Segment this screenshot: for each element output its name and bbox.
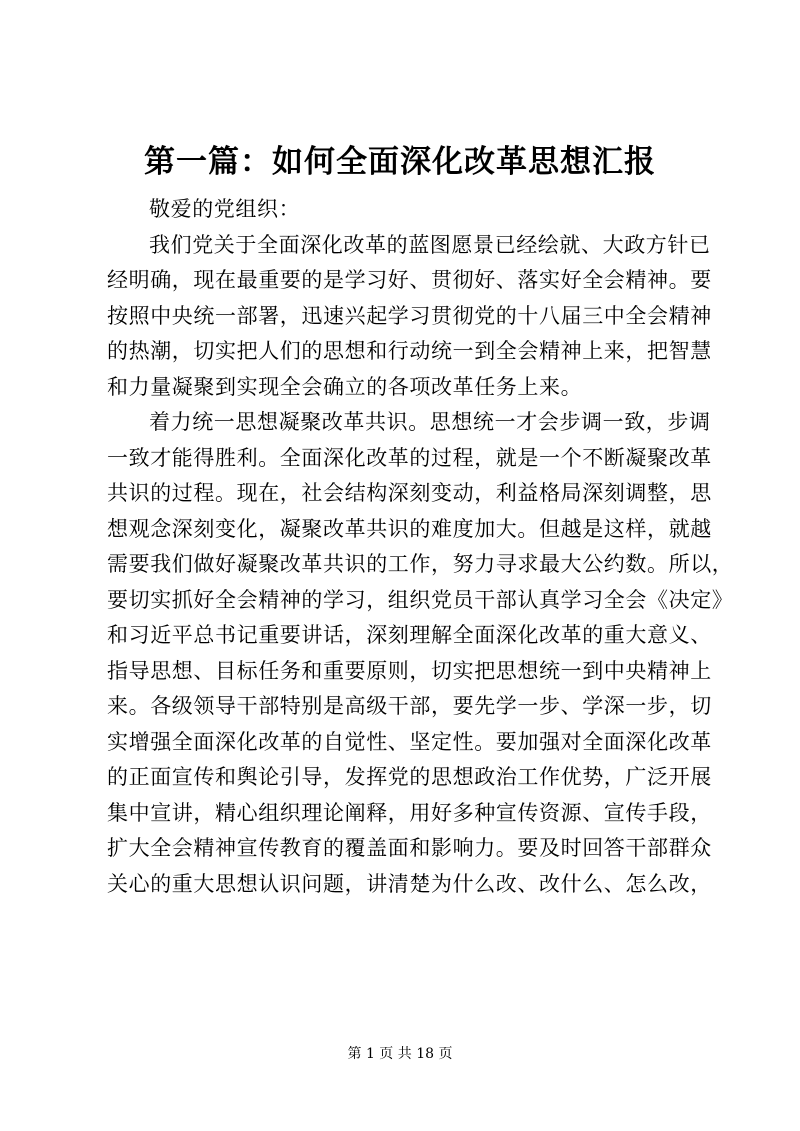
paragraph-line: 和力量凝聚到实现全会确立的各项改革任务上来。 <box>107 374 583 399</box>
paragraph-line: 我们党关于全面深化改革的蓝图愿景已经绘就、大政方针已 <box>149 232 711 257</box>
paragraph-line: 指导思想、目标任务和重要原则，切实把思想统一到中央精神上 <box>107 658 712 683</box>
paragraph-line: 按照中央统一部署，迅速兴起学习贯彻党的十八届三中全会精神 <box>107 303 712 328</box>
paragraph-line: 经明确，现在最重要的是学习好、贯彻好、落实好全会精神。要 <box>107 268 712 292</box>
paragraph-line: 来。各级领导干部特别是高级干部，要先学一步、学深一步，切 <box>107 694 712 718</box>
paragraph-line: 要切实抓好全会精神的学习，组织党员干部认真学习全会《决定》 <box>107 587 734 612</box>
paragraph-line: 一致才能得胜利。全面深化改革的过程，就是一个不断凝聚改革 <box>107 445 712 470</box>
paragraph-line: 和习近平总书记重要讲话，深刻理解全面深化改革的重大意义、 <box>107 623 712 647</box>
paragraph-line: 着力统一思想凝聚改革共识。思想统一才会步调一致，步调 <box>149 410 711 434</box>
salutation-line: 敬爱的党组织： <box>149 197 301 221</box>
paragraph-2 <box>107 405 734 902</box>
paragraph-line: 集中宣讲，精心组织理论阐释，用好多种宣传资源、宣传手段， <box>107 800 712 825</box>
document-body <box>107 192 734 902</box>
paragraph-line: 关心的重大思想认识问题，讲清楚为什么改、改什么、怎么改， <box>107 871 712 896</box>
salutation <box>107 192 703 228</box>
paragraph-line: 需要我们做好凝聚改革共识的工作，努力寻求最大公约数。所以， <box>107 552 734 576</box>
page-footer: 第 1 页 共 18 页 <box>347 1046 453 1062</box>
paragraph-1 <box>107 228 712 406</box>
paragraph-line: 共识的过程。现在，社会结构深刻变动，利益格局深刻调整，思 <box>107 481 712 505</box>
paragraph-line: 扩大全会精神宣传教育的覆盖面和影响力。要及时回答干部群众 <box>107 836 712 860</box>
paragraph-line: 的热潮，切实把人们的思想和行动统一到全会精神上来，把智慧 <box>107 339 712 363</box>
paragraph-line: 的正面宣传和舆论引导，发挥党的思想政治工作优势，广泛开展 <box>107 765 712 789</box>
paragraph-line: 想观念深刻变化，凝聚改革共识的难度加大。但越是这样，就越 <box>107 516 712 541</box>
paragraph-line: 实增强全面深化改革的自觉性、坚定性。要加强对全面深化改革 <box>107 729 712 754</box>
document-title: 第一篇：如何全面深化改革思想汇报 <box>144 144 656 180</box>
